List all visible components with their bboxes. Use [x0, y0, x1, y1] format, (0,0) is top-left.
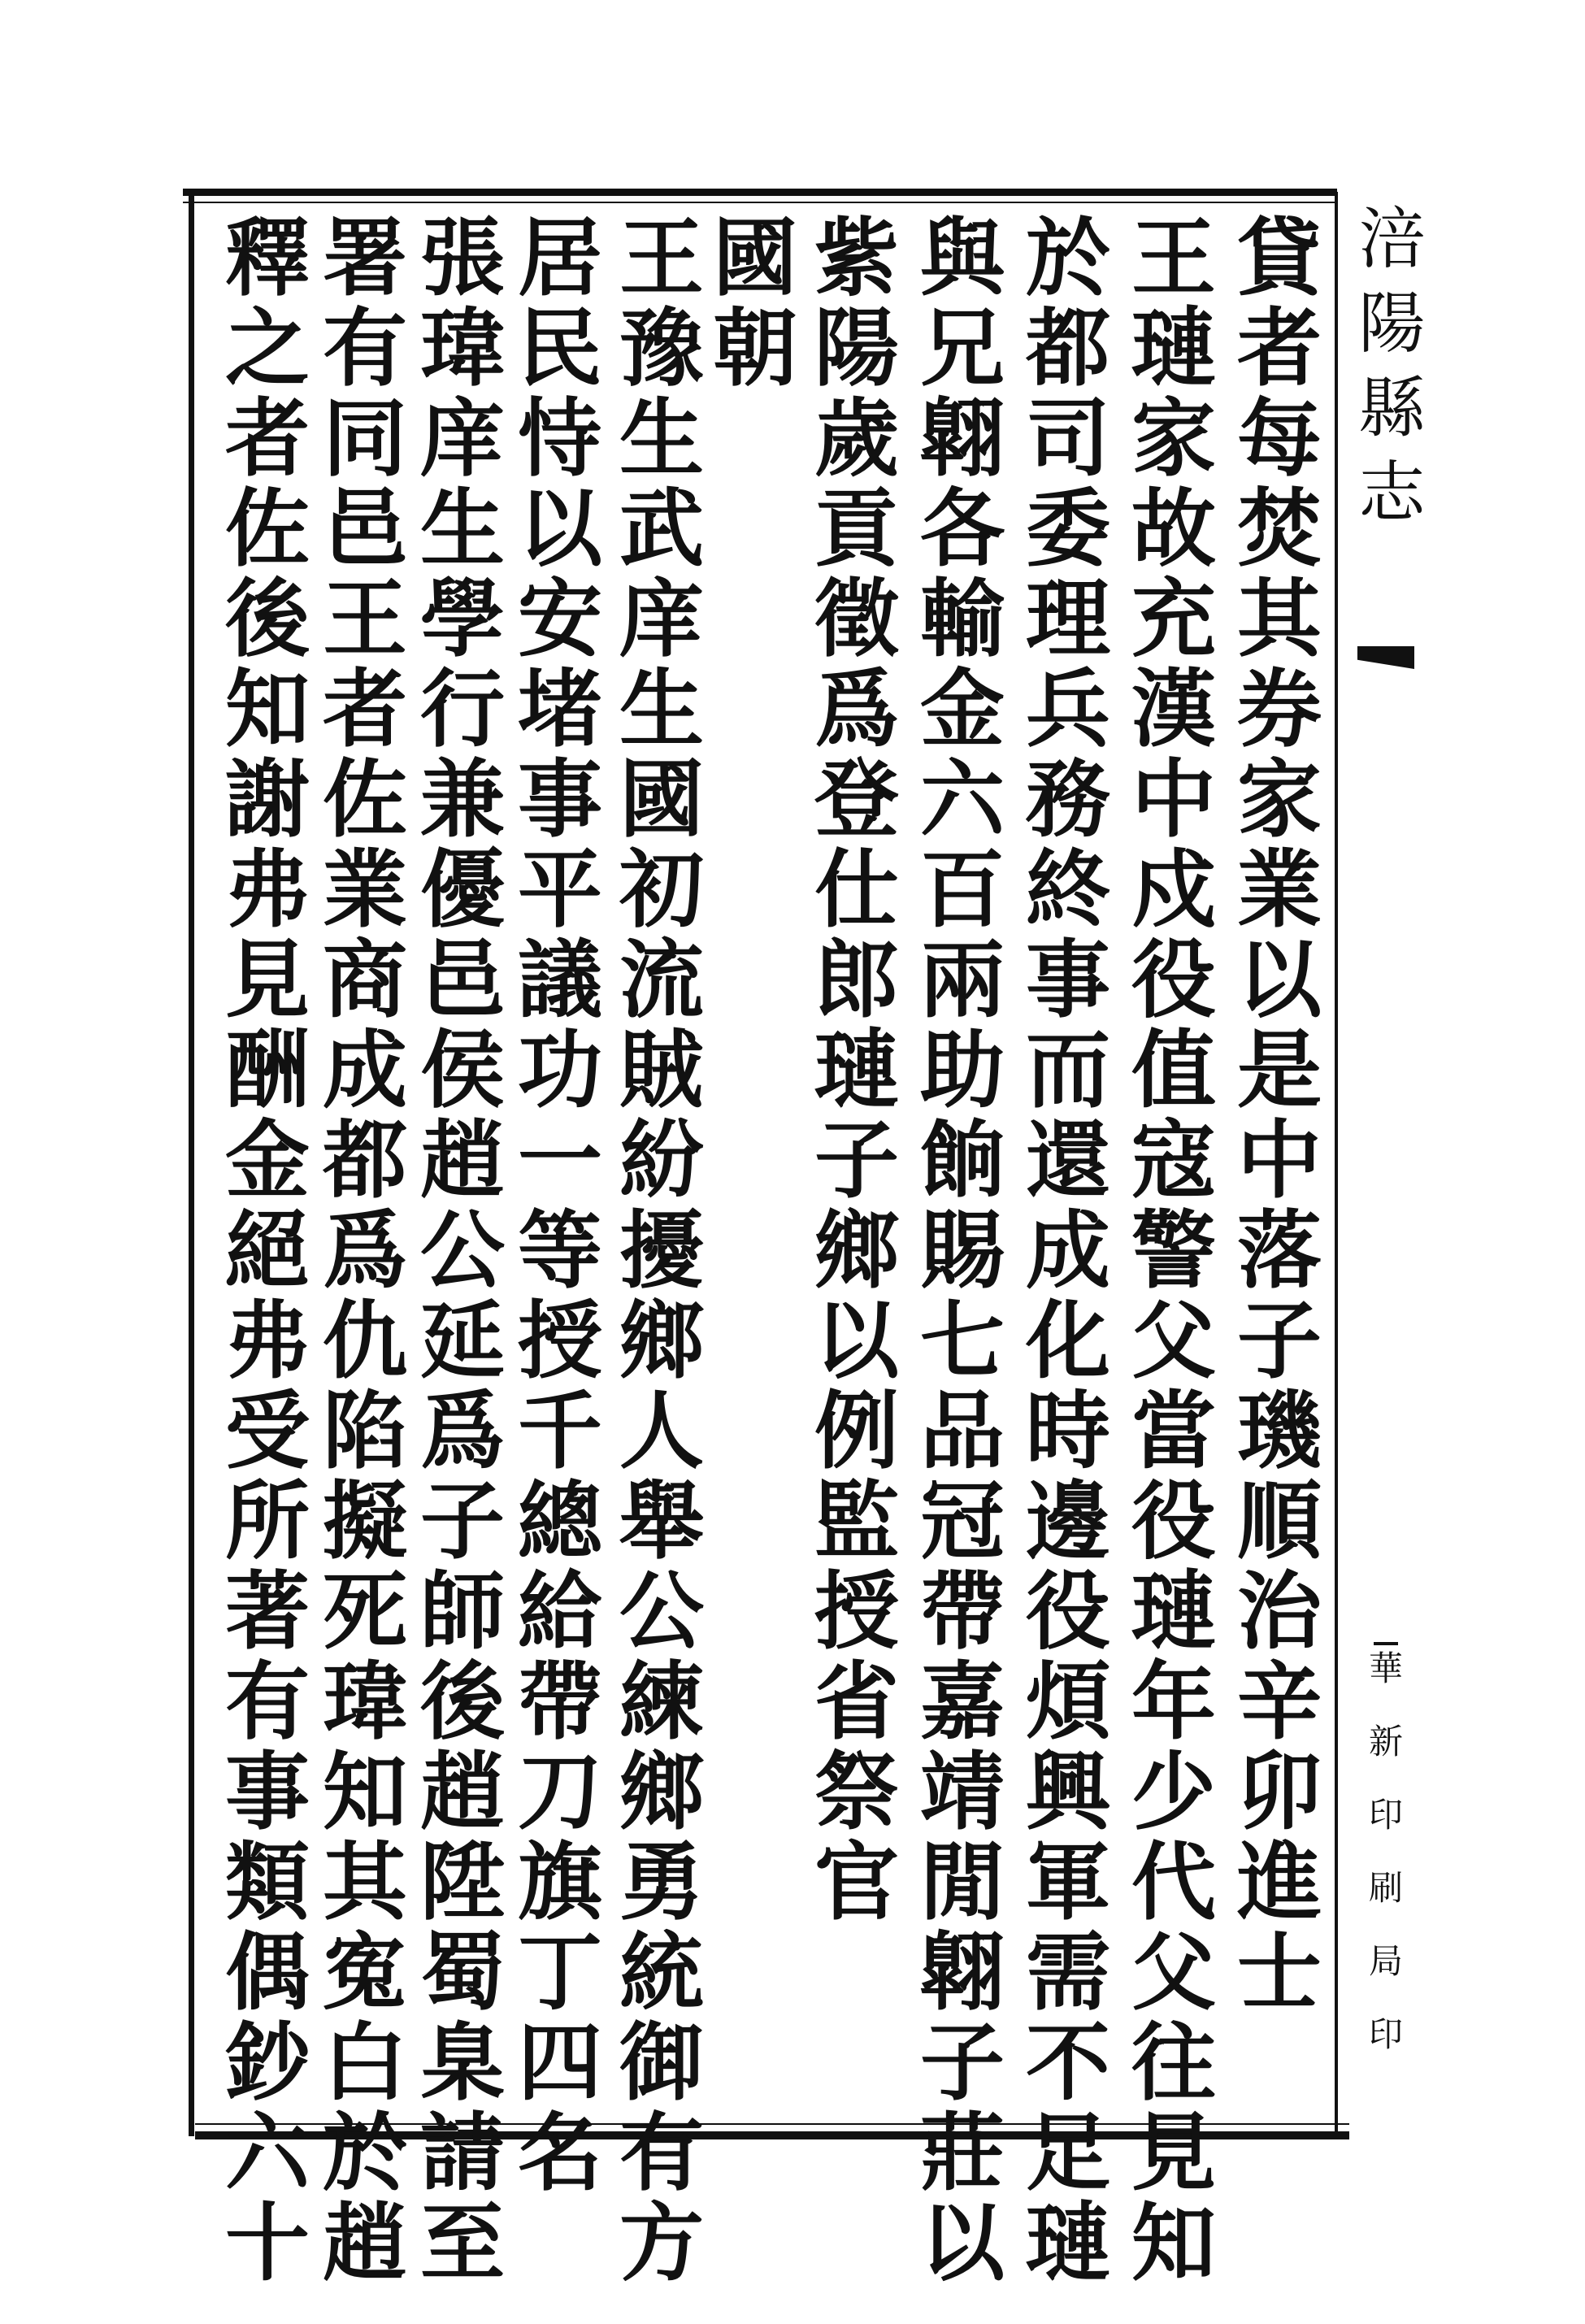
- text-column-2: 王璉家故充漢中戍役值寇警父當役璉年少代父往見知: [1117, 213, 1217, 2288]
- top-border-thin: [183, 202, 1337, 203]
- text-column-4: 與兄翺各輸金六百兩助餉賜七品冠帶嘉靖閒翺子莊以: [905, 213, 1005, 2288]
- left-border: [189, 192, 194, 2136]
- printer-mark: [1374, 1642, 1398, 1645]
- text-column-1: 貸者每焚其券家業以是中落子璣順治辛卯進士: [1222, 213, 1322, 2018]
- text-column-3: 於都司委理兵務終事而還成化時邊役煩興軍需不足璉: [1011, 213, 1111, 2288]
- text-column-6-heading: 國朝: [698, 213, 798, 393]
- text-column-8: 居民恃以安堵事平議功一等授千總給帶刀旗丁四名: [503, 213, 603, 2198]
- text-column-10: 署有同邑王者佐業商成都爲仇陷擬死瑋知其寃白於趙: [308, 213, 408, 2288]
- text-column-11: 釋之者佐後知謝弗見酬金絕弗受所著有事類偶鈔六十: [211, 213, 310, 2288]
- top-border-thick: [183, 189, 1337, 196]
- text-column-9: 張瑋庠生學行兼優邑侯趙公延爲子師後趙陞蜀臬請至: [406, 213, 506, 2288]
- book-title: 涪陽縣志: [1348, 203, 1425, 541]
- text-column-5: 紫陽歲貢徵爲登仕郎璉子鄉以例監授省祭官: [800, 213, 900, 1927]
- fish-tail-mark: [1357, 646, 1414, 669]
- right-border: [1335, 192, 1338, 2136]
- printer-name: 華新印刷局印: [1364, 1650, 1404, 2089]
- text-column-7: 王豫生武庠生國初流賊紛擾鄉人舉公練鄉勇統御有方: [605, 213, 705, 2288]
